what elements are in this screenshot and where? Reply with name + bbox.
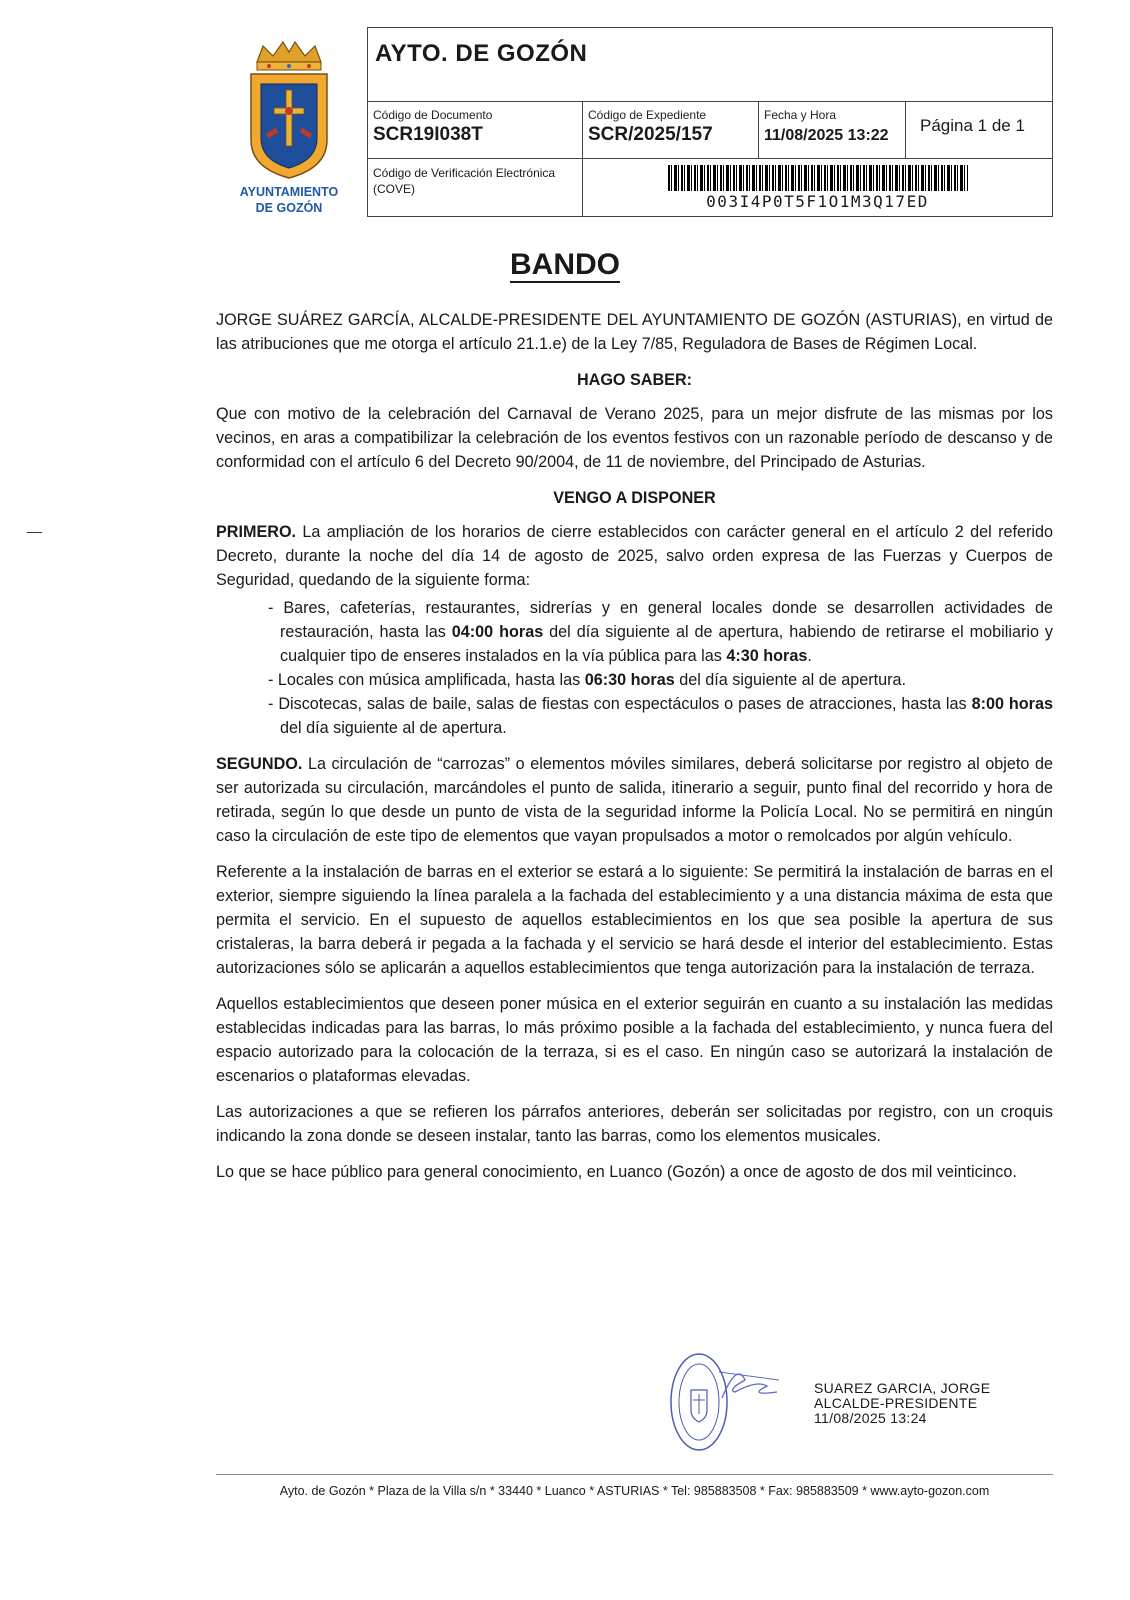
item-text: del día siguiente al de apertura. (674, 671, 906, 689)
doc-code-label: Código de Documento (373, 108, 493, 122)
item-text: del día siguiente al de apertura, habiendo de retirarse el mobiliario y cualquier tipo de enseres instalados en la vía pública para las (280, 623, 1054, 665)
item-time: 8:00 horas (971, 695, 1053, 713)
item-time: 06:30 horas (584, 671, 675, 689)
motivo-paragraph: Que con motivo de la celebración del Carnaval de Verano 2025, para un mejor disfrute de las mismas por los vecinos, en aras a compatibilizar la celebración de los eventos festivos con un razonable período de descanso y de conformidad con el artículo 6 del Decreto 90/2004, de 11 de noviembre, del Principado de Asturias. (216, 405, 1053, 471)
vengo-heading: VENGO A DISPONER (553, 489, 716, 507)
municipal-logo (233, 40, 345, 216)
cove-code: 003I4P0T5F1O1M3Q17ED (706, 192, 929, 211)
organization-name: AYTO. DE GOZÓN (368, 28, 1052, 102)
primero-text: La ampliación de los horarios de cierre establecidos con carácter general en el artículo 2 del referido Decreto, durante la noche del día 14 de agosto de 2025, salvo orden expresa de las Fuerzas y Cuerpos de Seguridad, quedando de la siguiente forma: (216, 523, 1053, 589)
date-cell (759, 102, 906, 158)
primero-label: PRIMERO. (216, 523, 297, 541)
title-text: BANDO (510, 248, 620, 281)
item-time: 4:30 horas (726, 647, 808, 665)
signer-name: SUAREZ GARCIA, JORGE (814, 1380, 991, 1396)
segundo-paragraph (216, 752, 1053, 848)
musica-paragraph: Aquellos establecimientos que deseen poner música en el exterior seguirán en cuanto a su instalación las medidas establecidas indicadas para las barras, lo más próximo posible a la fachada del establecimiento, y nunca fuera del espacio autorizado para la colocación de la terraza, si es el caso. En ningún caso se autorizará la instalación de escenarios o plataformas elevadas. (216, 995, 1053, 1085)
exp-code-label: Código de Expediente (588, 108, 707, 122)
official-stamp-icon (667, 1350, 807, 1460)
schedule-list (268, 596, 1053, 740)
intro-paragraph: JORGE SUÁREZ GARCÍA, ALCALDE-PRESIDENTE DEL AYUNTAMIENTO DE GOZÓN (ASTURIAS), en virtud de las atribuciones que me otorga el artículo 21.1.e) de la Ley 7/85, Reguladora de Bases de Régimen Local. (216, 311, 1053, 353)
footer-contact: Ayto. de Gozón * Plaza de la Villa s/n * 33440 * Luanco * ASTURIAS * Tel: 985883508 * Fax: 985883509 * www.ayto-gozon.com (279, 1484, 990, 1498)
list-item (268, 668, 1053, 692)
page-number: Página 1 de 1 (920, 116, 1025, 135)
item-time: 04:00 horas (451, 623, 544, 641)
item-text: - Discotecas, salas de baile, salas de fiestas con espectáculos o pases de atracciones, hasta las (268, 695, 972, 713)
cove-label: Código de Verificación Electrónica (COVE) (368, 159, 583, 217)
doc-code-cell (368, 102, 583, 158)
logo-line-1: AYUNTAMIENTO (239, 185, 339, 199)
exp-code-cell (583, 102, 759, 158)
document-body (216, 308, 1053, 1196)
hago-saber-heading: HAGO SABER: (576, 371, 693, 389)
item-text: - Bares, cafeterías, restaurantes, sidrerías y en general locales donde se desarrollen actividades de restauración, hasta las (268, 599, 1053, 641)
coat-of-arms-icon (243, 40, 335, 182)
barras-paragraph: Referente a la instalación de barras en el exterior se estará a lo siguiente: Se permitirá la instalación de barras en el exterior, siempre siguiendo la línea paralela a la fachada del establecimiento y a una distancia máxima de esta que permita el servicio. En el supuesto de aquellos establecimientos en los que sea posible la apertura de sus cristaleras, la barra deberá ir pegada a la fachada y el servicio se hará desde el interior del establecimiento. Estas autorizaciones sólo se aplicarán a aquellos establecimientos que tenga autorización para la instalación de terraza. (216, 863, 1053, 977)
item-text: . (807, 647, 812, 665)
margin-mark (27, 532, 42, 533)
signer-role: ALCALDE-PRESIDENTE (814, 1395, 978, 1411)
signature-text (814, 1381, 990, 1426)
cove-barcode-cell (583, 159, 1052, 217)
autorizaciones-paragraph: Las autorizaciones a que se refieren los párrafos anteriores, deberán ser solicitadas por registro, con un croquis indicando la zona donde se deseen instalar, tanto las barras, como los elementos musicales. (216, 1103, 1053, 1145)
item-text: del día siguiente al de apertura. (280, 719, 507, 737)
primero-paragraph (216, 520, 1053, 592)
exp-code-value: SCR/2025/157 (588, 124, 713, 145)
document-header-table (367, 27, 1053, 217)
item-text: - Locales con música amplificada, hasta las (268, 671, 585, 689)
doc-code-value: SCR19I038T (373, 124, 483, 145)
logo-line-2: DE GOZÓN (255, 201, 323, 215)
document-title (0, 248, 1130, 282)
closing-paragraph: Lo que se hace público para general conocimiento, en Luanco (Gozón) a once de agosto de dos mil veinticinco. (216, 1163, 1017, 1181)
footer-divider (216, 1474, 1053, 1475)
list-item (268, 596, 1053, 668)
segundo-label: SEGUNDO. (216, 755, 303, 773)
segundo-text: La circulación de “carrozas” o elementos móviles similares, deberá solicitarse por registro al objeto de ser autorizada su circulación, marcándoles el punto de salida, itinerario a seguir, punto final del recorrido y hora de retirada, según lo que desde un punto de vista de la seguridad informe la Policía Local. No se permitirá en ningún caso la circulación de este tipo de elementos que vayan propulsados a motor o remolcados por algún vehículo. (216, 755, 1053, 845)
signature-date: 11/08/2025 13:24 (814, 1410, 927, 1426)
list-item (268, 692, 1053, 740)
date-label: Fecha y Hora (764, 108, 837, 122)
date-value: 11/08/2025 13:22 (764, 127, 889, 144)
barcode-icon (668, 165, 968, 191)
